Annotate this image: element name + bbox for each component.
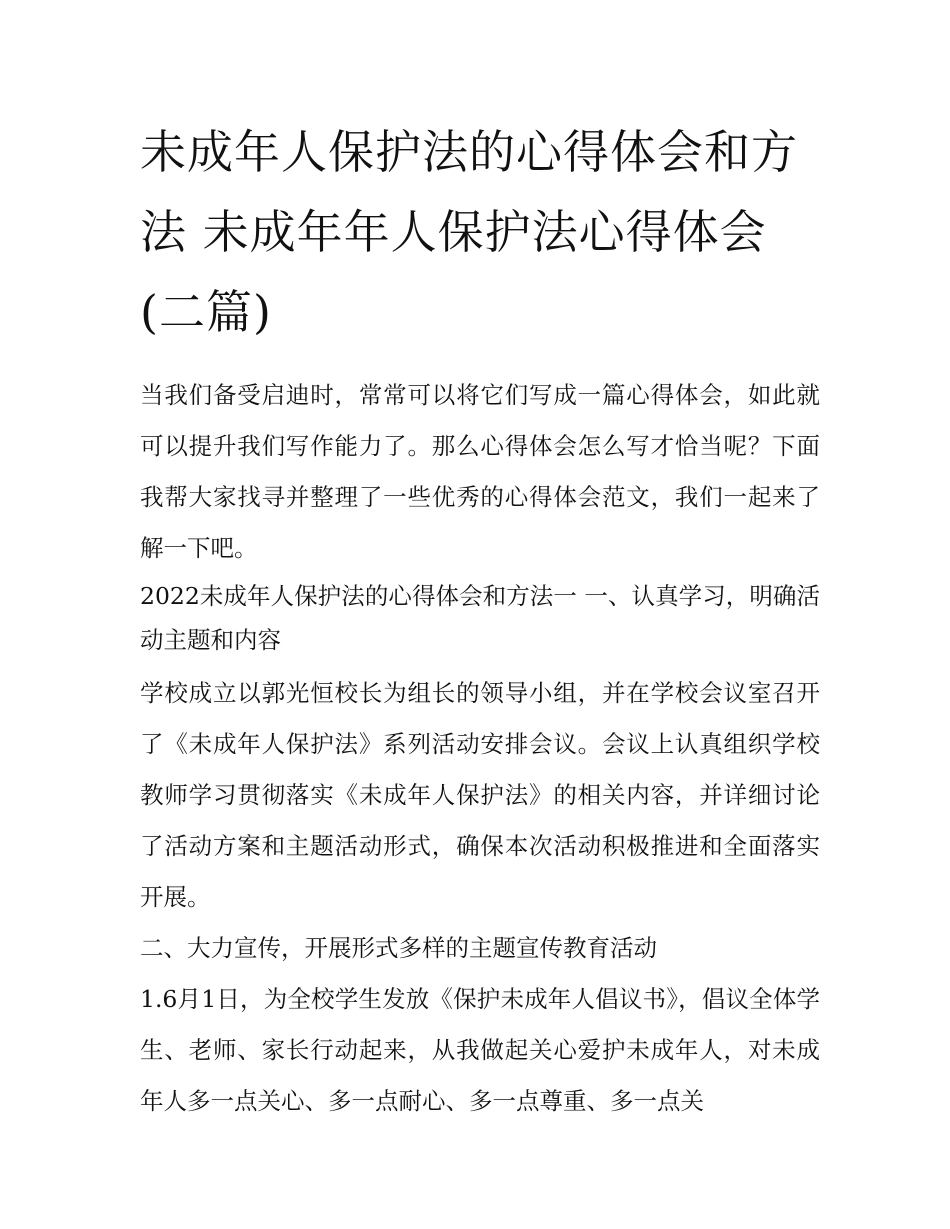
section-two-item-one: 1.6月1日，为全校学生发放《保护未成年人倡议书》，倡议全体学生、老师、家长行动起来，从我做起关心爱护未成年人，对未成年人多一点关心、多一点耐心、多一点尊重、多一点关 [140, 985, 820, 1115]
section-two-heading: 二、大力宣传，开展形式多样的主题宣传教育活动 [140, 934, 657, 962]
section-one-heading: 2022未成年人保护法的心得体会和方法一 一、认真学习，明确活动主题和内容 [140, 582, 820, 654]
document-title: 未成年人保护法的心得体会和方法 未成年年人保护法心得体会(二篇) [140, 125, 798, 339]
document-page [140, 112, 820, 1127]
intro-paragraph: 当我们备受启迪时，常常可以将它们写成一篇心得体会，如此就可以提升我们写作能力了。那么心得体会怎么写才恰当呢？下面我帮大家找寻并整理了一些优秀的心得体会范文，我们一起来了解一下吧。 [140, 381, 820, 562]
section-one-paragraph: 学校成立以郭光恒校长为组长的领导小组，并在学校会议室召开了《未成年人保护法》系列活动安排会议。会议上认真组织学校教师学习贯彻落实《未成年人保护法》的相关内容，并详细讨论了活动方案和主题活动形式，确保本次活动积极推进和全面落实开展。 [140, 679, 820, 911]
